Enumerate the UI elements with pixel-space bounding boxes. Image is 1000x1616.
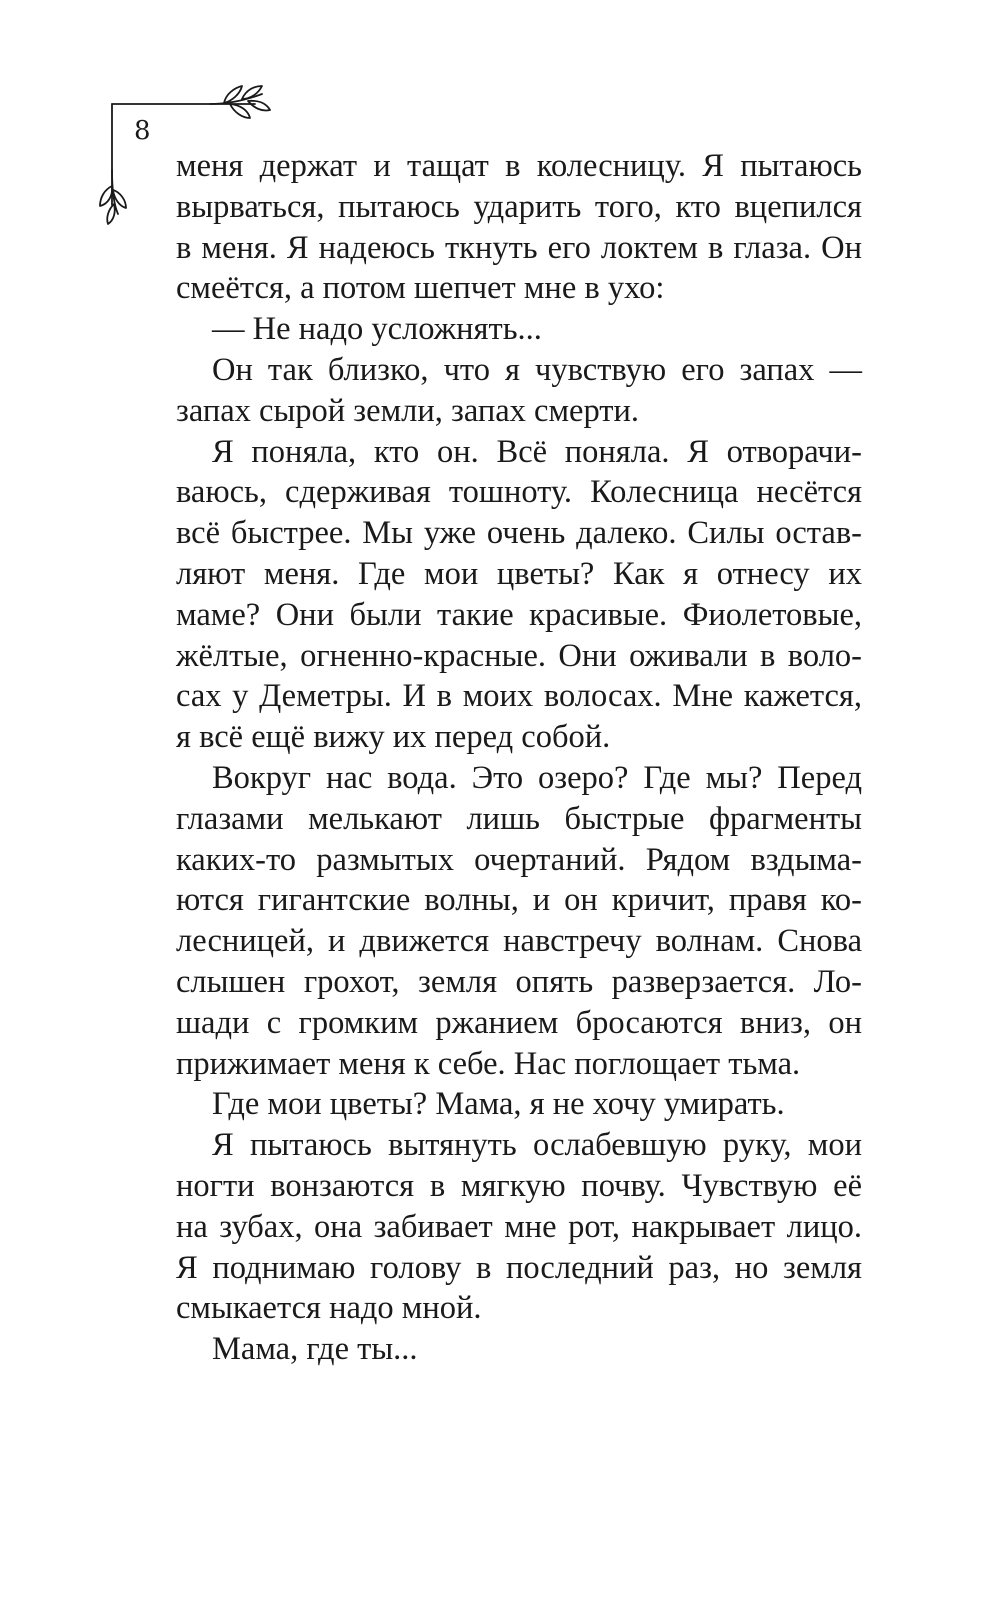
paragraph [176, 432, 862, 758]
text-line: меня держат и тащат в колесницу. Я пытаюсь [176, 148, 862, 184]
text-line: ляют меня. Где мои цветы? Как я отнесу их [176, 555, 862, 592]
text-line: Он так близко, что я чувствую его запах — [212, 351, 862, 388]
text-line: жёлтые, огненно-красные. Они оживали в воло- [176, 637, 862, 674]
text-line: ются гигантские волны, и он кричит, правя ко- [176, 882, 862, 919]
paragraph [176, 1084, 862, 1125]
paragraph [176, 1125, 862, 1329]
text-line: лесницей, и движется навстречу волнам. Снова [176, 923, 862, 960]
text-line: — Не надо усложнять... [212, 311, 542, 348]
text-line: Я пытаюсь вытянуть ослабевшую руку, мои [212, 1127, 862, 1164]
text-line: Вокруг нас вода. Это озеро? Где мы? Перед [212, 759, 862, 796]
paragraph [176, 758, 862, 1084]
text-line: глазами мелькают лишь быстрые фрагменты [176, 800, 862, 837]
text-line: слышен грохот, земля опять разверзается. Ло- [176, 963, 862, 1000]
text-line: маме? Они были такие красивые. Фиолетовые, [176, 596, 862, 633]
text-line: сах у Деметры. И в моих волосах. Мне кажется, [176, 678, 862, 715]
text-line: в меня. Я надеюсь ткнуть его локтем в глаза. Он [176, 229, 862, 266]
text-line: Мама, где ты... [212, 1331, 418, 1368]
text-line: Где мои цветы? Мама, я не хочу умирать. [212, 1086, 785, 1123]
text-line: прижимает меня к себе. Нас поглощает тьма. [176, 1045, 801, 1082]
text-line: смеётся, а потом шепчет мне в ухо: [176, 270, 665, 307]
text-line: я всё ещё вижу их перед собой. [176, 719, 611, 756]
text-line: вырваться, пытаюсь ударить того, кто вцепился [176, 188, 862, 225]
text-line: каких-то размытых очертаний. Рядом вздыма- [176, 841, 862, 878]
text-line: запах сырой земли, запах смерти. [176, 392, 639, 429]
text-line: на зубах, она забивает мне рот, накрывает лицо. [176, 1208, 862, 1245]
text-line: Я поднимаю голову в последний раз, но земля [176, 1249, 862, 1286]
paragraph [176, 309, 862, 350]
page-number: 8 [134, 116, 151, 146]
text-line: ногти вонзаются в мягкую почву. Чувствую её [176, 1167, 862, 1204]
paragraph [176, 1329, 862, 1370]
text-line: ваюсь, сдерживая тошноту. Колесница несётся [176, 474, 862, 511]
paragraph [176, 146, 862, 309]
text-line: Я поняла, кто он. Всё поняла. Я отворачи- [212, 433, 862, 470]
paragraph [176, 350, 862, 432]
body-text [176, 146, 862, 1370]
text-line: шади с громким ржанием бросаются вниз, он [176, 1004, 862, 1041]
text-line: всё быстрее. Мы уже очень далеко. Силы остав- [176, 515, 862, 552]
text-line: смыкается надо мной. [176, 1290, 482, 1327]
